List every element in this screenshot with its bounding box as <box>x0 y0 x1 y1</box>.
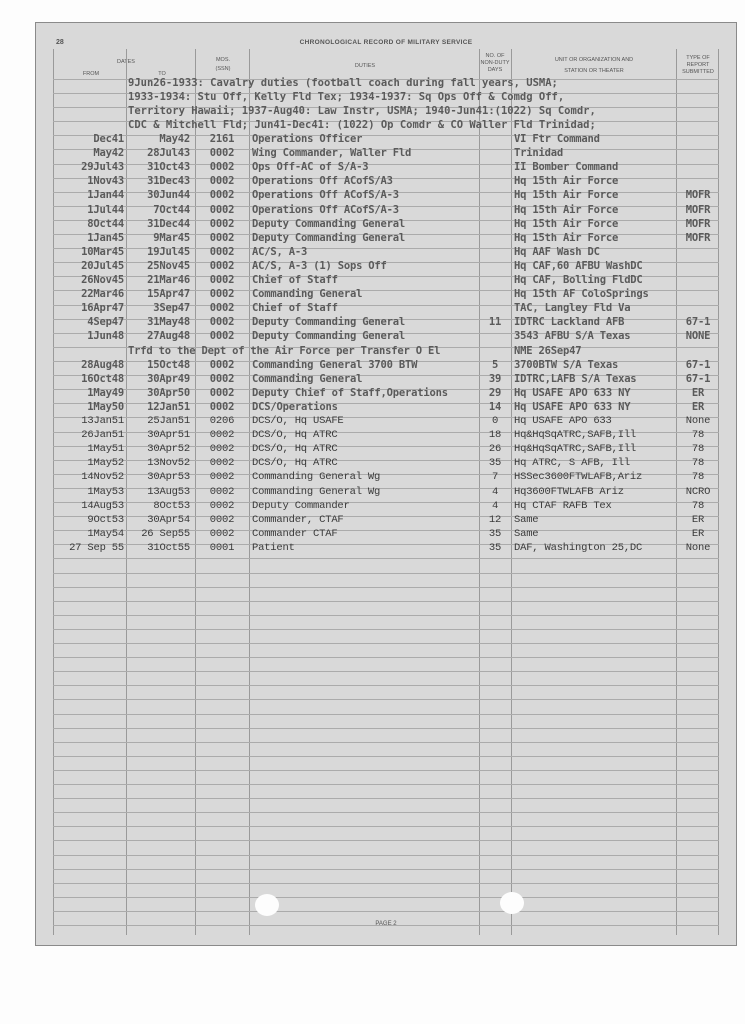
entry-mos: 0002 <box>209 386 235 399</box>
entry-duties: Commanding General Wg <box>252 485 381 498</box>
entry-from: 20Jul45 <box>81 259 124 272</box>
entry-from: 27 Sep 55 <box>69 541 124 554</box>
entry-duties: Commander, CTAF <box>252 513 344 526</box>
entry-to: 28Jul43 <box>147 147 190 160</box>
entry-to: 26 Sep55 <box>141 527 190 540</box>
entry-unit: Hq USAFE APO 633 <box>514 415 612 427</box>
column-rule <box>53 49 54 935</box>
entry-from: 26Nov45 <box>81 274 124 286</box>
entry-from: 10Mar45 <box>81 245 124 258</box>
entry-from: Dec41 <box>93 133 124 145</box>
entry-mos: 0002 <box>209 217 235 230</box>
entry-report: ER <box>691 527 705 540</box>
entry-to: 15Oct48 <box>147 358 190 371</box>
entry-days: 7 <box>491 471 499 484</box>
entry-unit: NME 26Sep47 <box>514 344 582 357</box>
narrative-line: Territory Hawaii; 1937-Aug40: Law Instr, USMA; 1940-Jun41:(1022) Sq Comdr, <box>128 105 596 117</box>
row-rule <box>53 699 719 700</box>
page-number: 28 <box>56 39 64 46</box>
entry-to: 7Oct44 <box>153 203 190 216</box>
station-header: STATION OR THEATER <box>564 68 624 74</box>
entry-to: 13Nov52 <box>147 457 190 470</box>
entry-from: 29Jul43 <box>81 161 124 174</box>
row-rule <box>53 756 719 757</box>
column-rule <box>249 49 250 935</box>
narrative-block <box>128 76 728 132</box>
entry-duties: Operations Officer <box>252 133 363 145</box>
entry-from: 9Oct53 <box>87 513 124 526</box>
row-rule <box>53 826 719 827</box>
row-rule <box>53 601 719 602</box>
entry-from: 1Jun48 <box>87 330 124 343</box>
entry-to: 8Oct53 <box>153 499 190 512</box>
entry-from: 1May49 <box>87 386 124 399</box>
entry-duties: DCS/O, Hq ATRC <box>252 429 338 442</box>
entry-from: 1May50 <box>87 400 124 413</box>
entry-to: 3Sep47 <box>153 302 190 315</box>
entry-report: NONE <box>685 330 711 343</box>
entry-mos: 0206 <box>209 415 235 427</box>
dates-header: DATES <box>117 59 135 65</box>
entry-days: 11 <box>488 316 502 329</box>
column-rule <box>126 49 127 935</box>
entry-duties: Commanding General Wg <box>252 471 381 484</box>
entry-to: 25Nov45 <box>147 259 190 272</box>
entry-days: 4 <box>491 485 499 498</box>
entry-mos: 2161 <box>209 133 235 145</box>
duties-header: DUTIES <box>354 63 376 69</box>
entry-report: 67-1 <box>685 316 711 329</box>
entry-days: 4 <box>491 499 499 512</box>
entry-unit: Hq CAF, Bolling FldDC <box>514 274 643 286</box>
entry-from: 1Nov43 <box>87 175 124 188</box>
entry-unit: Hq AAF Wash DC <box>514 245 600 258</box>
entry-days: 29 <box>488 386 502 399</box>
entry-unit: VI Ftr Command <box>514 133 600 145</box>
entry-duties: DCS/O, Hq ATRC <box>252 443 338 456</box>
entry-mos: 0002 <box>209 457 235 470</box>
entry-mos: 0002 <box>209 471 235 484</box>
row-rule <box>53 897 719 898</box>
entry-unit: IDTRC Lackland AFB <box>514 316 625 329</box>
entry-unit: Hq CAF,60 AFBU WashDC <box>514 259 643 272</box>
entry-duties: Commanding General 3700 BTW <box>252 358 418 371</box>
entry-report: NCRO <box>685 485 711 498</box>
entry-duties: AC/S, A-3 <box>252 245 308 258</box>
entry-mos: 0002 <box>209 513 235 526</box>
entry-to: 30Apr49 <box>147 372 190 385</box>
entry-to: May42 <box>159 133 190 145</box>
entry-report: 78 <box>691 443 705 456</box>
entry-from: 4Sep47 <box>87 316 124 329</box>
service-record-sheet <box>35 22 737 946</box>
entry-from: 1May52 <box>87 457 124 470</box>
entry-days: 26 <box>488 443 502 456</box>
entry-unit: Hq 15th Air Force <box>514 203 619 216</box>
entry-duties: Commanding General <box>252 288 363 301</box>
row-rule <box>53 855 719 856</box>
row-rule <box>53 615 719 616</box>
entry-duties: Deputy Chief of Staff,Operations <box>252 386 448 399</box>
entry-from: 13Jan51 <box>81 415 124 427</box>
row-rule <box>53 784 719 785</box>
entry-unit: Hq CTAF RAFB Tex <box>514 499 612 512</box>
entry-days: 12 <box>488 513 502 526</box>
entry-from: 14Aug53 <box>81 499 124 512</box>
entry-unit: 3543 AFBU S/A Texas <box>514 330 631 343</box>
entry-unit: Hq 15th Air Force <box>514 175 619 188</box>
row-rule <box>53 558 719 559</box>
entry-from: May42 <box>93 147 124 160</box>
entry-unit: Hq ATRC, S AFB, Ill <box>514 457 630 470</box>
entry-to: 30Apr51 <box>147 429 190 442</box>
entry-mos: 0002 <box>209 429 235 442</box>
entry-report: MOFR <box>685 189 711 202</box>
entry-days: 5 <box>491 358 499 371</box>
entry-to: 15Apr47 <box>147 288 190 301</box>
entry-report: MOFR <box>685 231 711 244</box>
page-footer: PAGE 2 <box>375 921 397 927</box>
entry-to: 30Apr53 <box>147 471 190 484</box>
row-rule <box>53 657 719 658</box>
entry-unit: Hq USAFE APO 633 NY <box>514 400 631 413</box>
ssn-header: (SSN) <box>215 66 231 72</box>
row-rule <box>53 798 719 799</box>
entry-days: 0 <box>491 415 499 427</box>
entry-report: 78 <box>691 499 705 512</box>
entry-mos: 0002 <box>209 400 235 413</box>
entry-report: None <box>685 415 711 427</box>
report-header: TYPE OF REPORT SUBMITTED <box>682 55 714 75</box>
entry-unit: Hq&HqSqATRC,SAFB,Ill <box>514 429 637 442</box>
entry-report: 78 <box>691 457 705 470</box>
entry-unit: Same <box>514 527 539 540</box>
entry-report: MOFR <box>685 217 711 230</box>
entry-mos: 0002 <box>209 288 235 301</box>
entry-mos: 0002 <box>209 231 235 244</box>
entry-mos: 0002 <box>209 147 235 160</box>
entry-report: ER <box>691 386 705 399</box>
entry-to: 13Aug53 <box>147 485 190 498</box>
row-rule <box>53 573 719 574</box>
entry-days: 35 <box>488 457 502 470</box>
entry-duties: Deputy Commanding General <box>252 217 406 230</box>
entry-unit: Hq&HqSqATRC,SAFB,Ill <box>514 443 637 456</box>
entry-to: 30Apr54 <box>147 513 190 526</box>
entry-days: 18 <box>488 429 502 442</box>
entry-report: 78 <box>691 429 705 442</box>
hole-punch <box>255 894 279 916</box>
entry-from: 22Mar46 <box>81 288 124 301</box>
row-rule <box>53 883 719 884</box>
entry-duties: Chief of Staff <box>252 302 338 315</box>
entry-unit: Same <box>514 513 539 526</box>
entry-mos: 0002 <box>209 372 235 385</box>
entry-duties: Deputy Commanding General <box>252 316 406 329</box>
form-title: CHRONOLOGICAL RECORD OF MILITARY SERVICE <box>299 39 473 46</box>
entry-from: 1May51 <box>87 443 124 456</box>
entry-unit: II Bomber Command <box>514 161 619 174</box>
entry-from: 14Nov52 <box>81 471 124 484</box>
row-rule <box>53 671 719 672</box>
row-rule <box>53 770 719 771</box>
entry-to: 25Jan51 <box>147 415 190 427</box>
entry-to: 9Mar45 <box>153 231 190 244</box>
entry-from: 16Apr47 <box>81 302 124 315</box>
entry-duties: Commander CTAF <box>252 527 338 540</box>
entry-to: 31Dec44 <box>147 217 190 230</box>
mos-header: MOS. <box>215 57 231 63</box>
entry-report: 67-1 <box>685 372 711 385</box>
entry-duties: Operations Off ACofS/A3 <box>252 175 393 188</box>
row-rule <box>53 742 719 743</box>
row-rule <box>53 643 719 644</box>
entry-mos: 0002 <box>209 203 235 216</box>
entry-duties: DCS/O, Hq ATRC <box>252 457 338 470</box>
entry-to: 31Oct43 <box>147 161 190 174</box>
hole-punch <box>500 892 524 914</box>
entry-to: 12Jan51 <box>147 400 190 413</box>
entry-mos: 0002 <box>209 259 235 272</box>
entry-duties: Deputy Commanding General <box>252 330 406 343</box>
row-rule <box>53 840 719 841</box>
entry-unit: Hq 15th Air Force <box>514 189 619 202</box>
entry-mos: 0002 <box>209 443 235 456</box>
entry-unit: Hq 15th Air Force <box>514 217 619 230</box>
entry-duties: Deputy Commander <box>252 499 350 512</box>
entry-to: 30Jun44 <box>147 189 190 202</box>
entry-mos: 0001 <box>209 541 235 554</box>
entry-report: 78 <box>691 471 705 484</box>
entry-mos: 0002 <box>209 161 235 174</box>
non-duty-days-header: NO. OF NON-DUTY DAYS <box>480 53 510 73</box>
entry-to: 19Jul45 <box>147 245 190 258</box>
entry-to: 21Mar46 <box>147 274 190 286</box>
column-rule <box>195 49 196 935</box>
entry-mos: 0002 <box>209 245 235 258</box>
entry-mos: 0002 <box>209 175 235 188</box>
entry-duties: Deputy Commanding General <box>252 231 406 244</box>
entry-to: 31May48 <box>147 316 190 329</box>
entry-to: 30Apr50 <box>147 386 190 399</box>
entry-duties: Wing Commander, Waller Fld <box>252 147 412 160</box>
row-rule <box>53 911 719 912</box>
to-header: TO <box>158 71 166 77</box>
narrative-line: 1933-1934: Stu Off, Kelly Fld Tex; 1934-1937: Sq Ops Off & Comdg Off, <box>128 91 565 103</box>
entry-days: 14 <box>488 400 502 413</box>
entry-duties: AC/S, A-3 (1) Sops Off <box>252 259 387 272</box>
entry-report: None <box>685 541 711 554</box>
entry-mos: 0002 <box>209 485 235 498</box>
entry-from: 1Jan45 <box>87 231 124 244</box>
column-rule <box>511 49 512 935</box>
entry-mos: 0002 <box>209 499 235 512</box>
entry-report: ER <box>691 400 705 413</box>
entry-from: 8Oct44 <box>87 217 124 230</box>
entry-report: ER <box>691 513 705 526</box>
entry-days: 35 <box>488 541 502 554</box>
entry-duties: DCS/Operations <box>252 400 338 413</box>
entry-mos: 0002 <box>209 330 235 343</box>
entry-duties: Commanding General <box>252 372 363 385</box>
row-rule <box>53 685 719 686</box>
row-rule <box>53 728 719 729</box>
entry-mos: 0002 <box>209 302 235 315</box>
entry-report: MOFR <box>685 203 711 216</box>
entry-unit: Trinidad <box>514 147 563 160</box>
row-rule <box>53 869 719 870</box>
entry-from: 1Jul44 <box>87 203 124 216</box>
row-rule <box>53 714 719 715</box>
entry-unit: TAC, Langley Fld Va <box>514 302 631 315</box>
entry-mos: 0002 <box>209 189 235 202</box>
entry-duties: Operations Off ACofS/A-3 <box>252 203 399 216</box>
row-rule <box>53 812 719 813</box>
entry-from: 1May53 <box>87 485 124 498</box>
entry-unit: Hq 15th Air Force <box>514 231 619 244</box>
entry-duties: Ops Off-AC of S/A-3 <box>252 161 369 174</box>
entry-days: 39 <box>488 372 502 385</box>
entry-from: 1May54 <box>87 527 124 540</box>
entry-from: 26Jan51 <box>81 429 124 442</box>
narrative-line: CDC & Mitchell Fld; Jun41-Dec41: (1022) Op Comdr & CO Waller Fld Trinidad; <box>128 119 596 131</box>
entry-unit: 3700BTW S/A Texas <box>514 358 619 371</box>
from-header: FROM <box>82 71 100 77</box>
entry-unit: IDTRC,LAFB S/A Texas <box>514 372 637 385</box>
entry-mos: 0002 <box>209 527 235 540</box>
entry-to: 27Aug48 <box>147 330 190 343</box>
entry-unit: DAF, Washington 25,DC <box>514 541 643 554</box>
row-rule <box>53 629 719 630</box>
entry-mos: 0002 <box>209 316 235 329</box>
entry-unit: HSSec3600FTWLAFB,Ariz <box>514 471 643 484</box>
entry-unit: Hq USAFE APO 633 NY <box>514 386 631 399</box>
narrative-line: 9Jun26-1933: Cavalry duties (football coach during fall years, USMA; <box>128 77 558 89</box>
row-rule <box>53 587 719 588</box>
transfer-note: Trfd to the Dept of the Air Force per Transfer O El <box>128 344 441 357</box>
entry-duties: Chief of Staff <box>252 274 338 286</box>
entry-report: 67-1 <box>685 358 711 371</box>
unit-header: UNIT OR ORGANIZATION AND <box>554 57 634 63</box>
entry-to: 31Oct55 <box>147 541 190 554</box>
entry-duties: Operations Off ACofS/A-3 <box>252 189 399 202</box>
entry-mos: 0002 <box>209 358 235 371</box>
entry-duties: DCS/O, Hq USAFE <box>252 415 344 427</box>
entry-to: 31Dec43 <box>147 175 190 188</box>
entry-mos: 0002 <box>209 274 235 286</box>
entry-from: 16Oct48 <box>81 372 124 385</box>
entry-days: 35 <box>488 527 502 540</box>
entry-from: 1Jan44 <box>87 189 124 202</box>
entry-from: 28Aug48 <box>81 358 124 371</box>
entry-unit: Hq3600FTWLAFB Ariz <box>514 485 624 498</box>
entry-to: 30Apr52 <box>147 443 190 456</box>
entry-duties: Patient <box>252 541 295 554</box>
entry-unit: Hq 15th AF ColoSprings <box>514 288 649 301</box>
